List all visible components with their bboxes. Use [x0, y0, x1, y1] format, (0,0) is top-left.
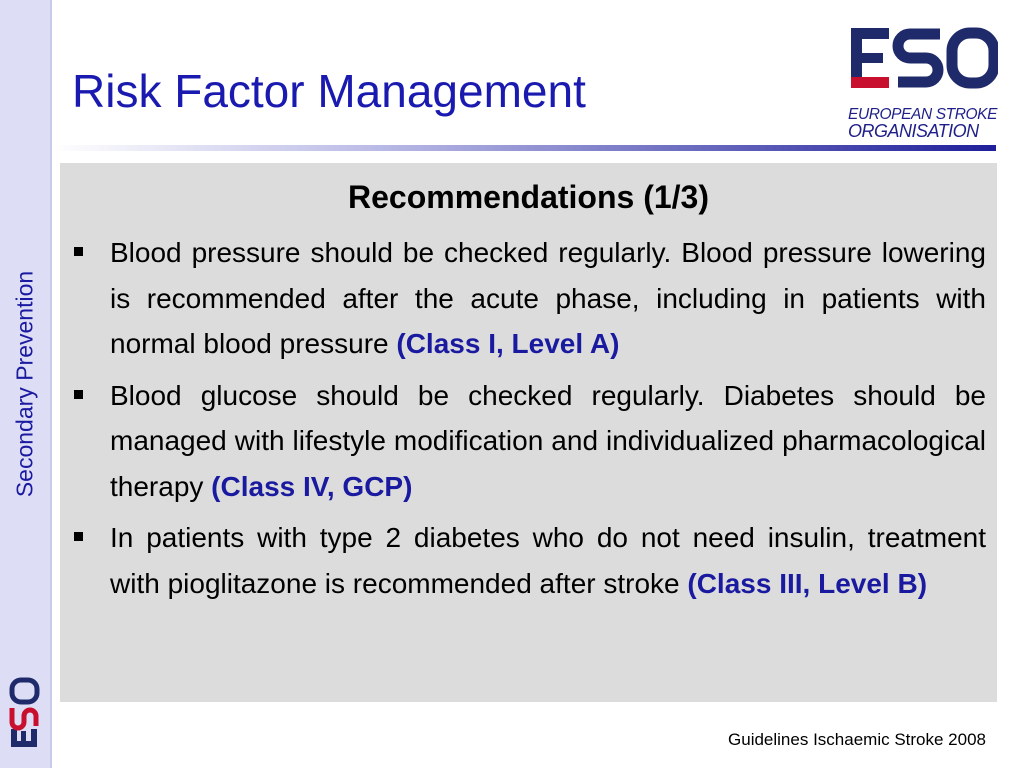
logo-line-1: EUROPEAN STROKE [848, 106, 998, 123]
evidence-class-tag: (Class IV, GCP) [211, 470, 413, 502]
list-item [70, 373, 986, 510]
evidence-class-tag: (Class I, Level A) [396, 328, 620, 359]
eso-side-logo-icon [4, 668, 46, 754]
square-bullet-icon [74, 247, 83, 256]
bullet-text: Blood pressure should be checked regularly. Blood pressure lowering is recommended after the acute phase, including in patients with normal blood pressure [110, 237, 986, 359]
logo-line-2: ORGANISATION [848, 121, 979, 141]
bullet-text: In patients with type 2 diabetes who do not need insulin, treatment with pioglitazone is recommended after stroke [110, 522, 986, 599]
title-divider [52, 145, 996, 151]
recommendations-list [70, 230, 986, 612]
recommendations-heading: Recommendations (1/3) [348, 179, 709, 215]
side-section-label: Secondary Prevention [11, 270, 38, 498]
evidence-class-tag: (Class III, Level B) [687, 567, 928, 599]
list-item [70, 230, 986, 367]
slide-title: Risk Factor Management [72, 65, 586, 117]
square-bullet-icon [74, 532, 83, 541]
square-bullet-icon [74, 390, 83, 399]
list-item [70, 515, 986, 606]
bullet-text: Blood glucose should be checked regularly. Diabetes should be managed with lifestyle modification and individualized pharmacological therapy [110, 379, 986, 502]
footer-citation: Guidelines Ischaemic Stroke 2008 [728, 730, 986, 749]
logo-text [848, 106, 1000, 140]
